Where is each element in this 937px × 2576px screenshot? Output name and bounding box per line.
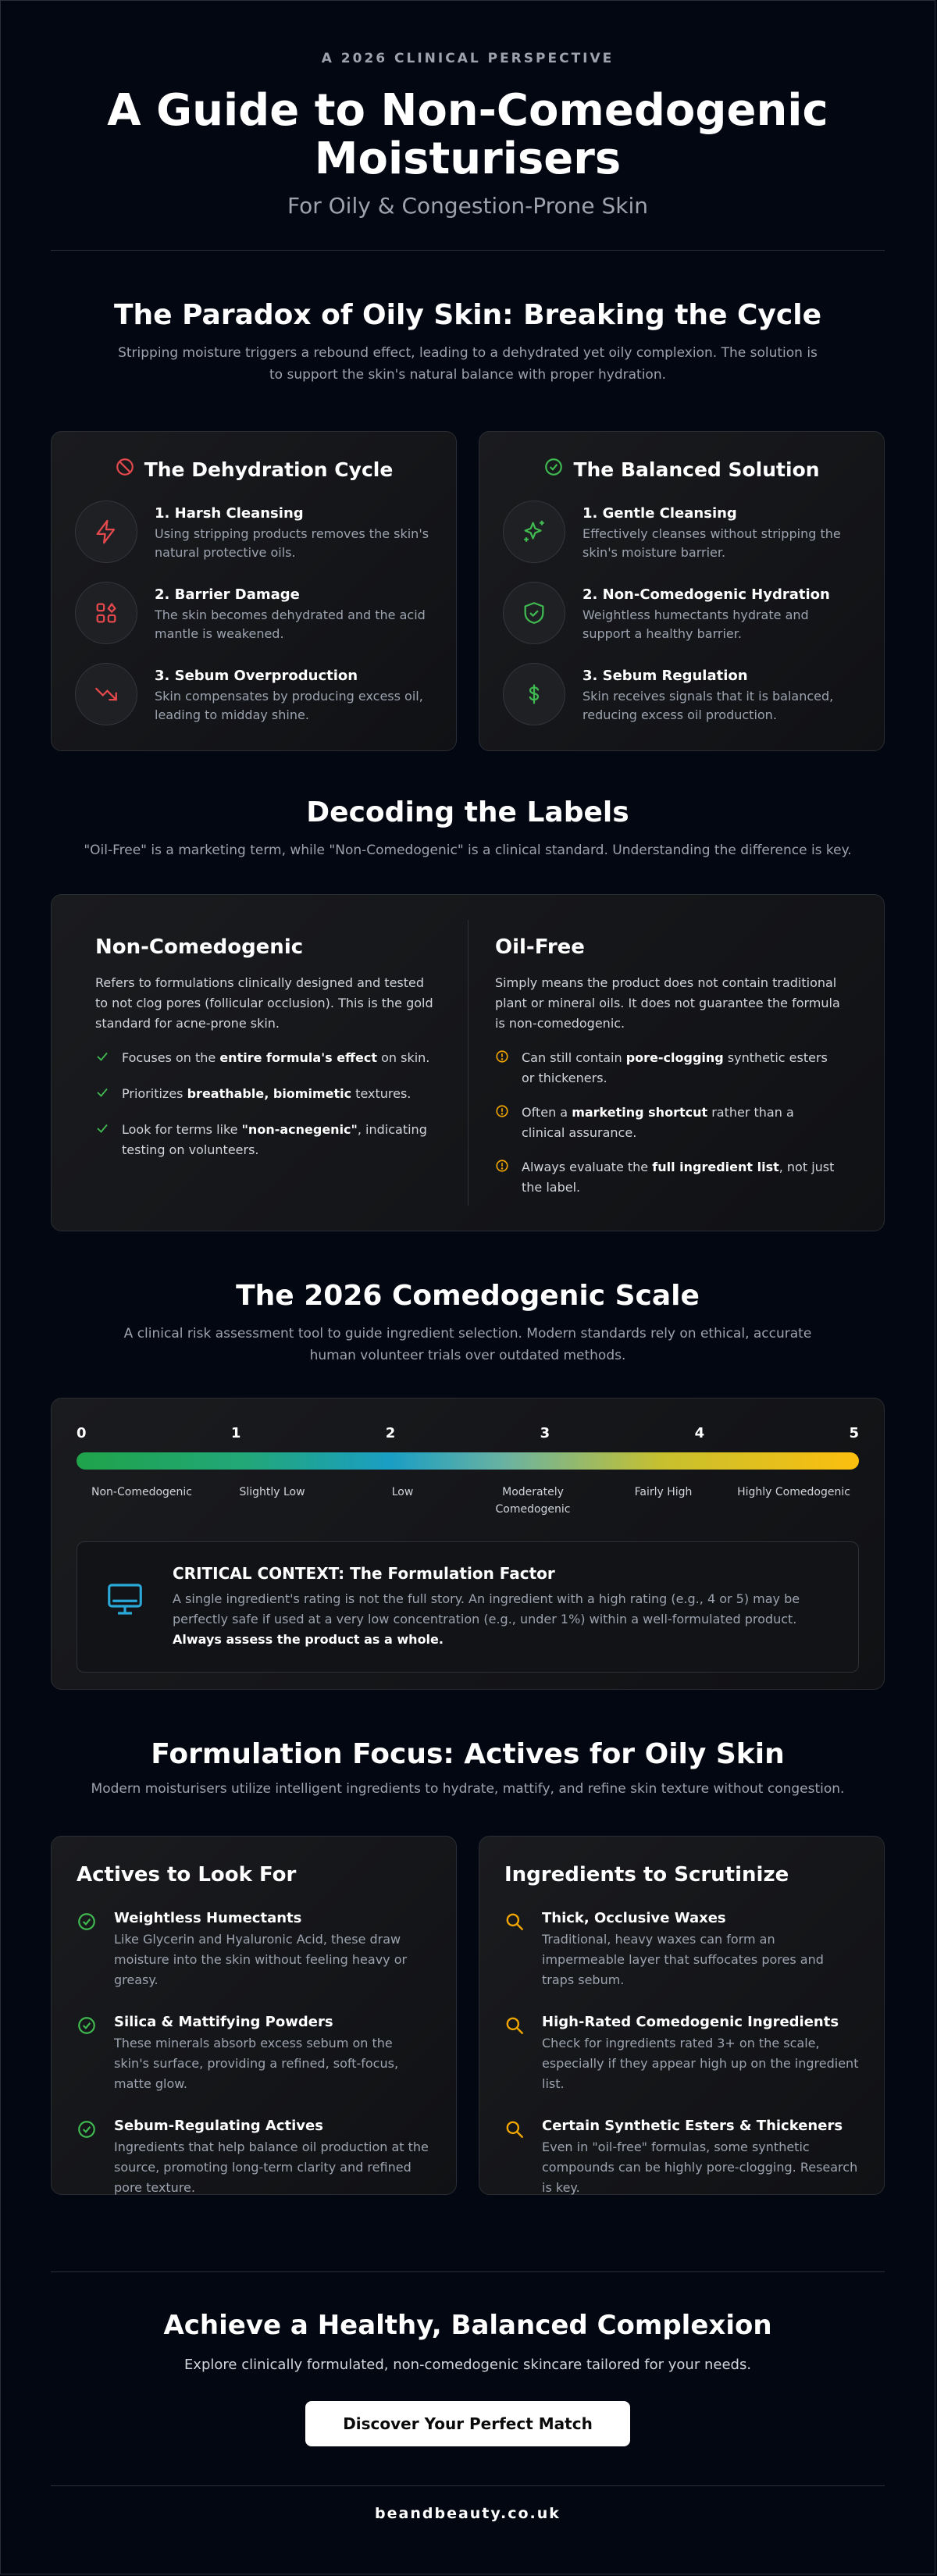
critical-context-text: A single ingredient's rating is not the full story. An ingredient with a high rating (e.g., 4 or 5) may be perfectly safe if used at a very low concentration (e.g., under 1%) within a well-formulated product. Always assess the product as a whole. bbox=[173, 1591, 800, 1647]
check-circle-icon bbox=[77, 1910, 98, 1990]
labels-title: Decoding the Labels bbox=[306, 796, 629, 828]
list-item: Look for terms like "non-acnegenic", indicating testing on volunteers. bbox=[95, 1120, 440, 1160]
oil-free-intro: Simply means the product does not contain traditional plant or mineral oils. It does not guarantee the formula is non-comedogenic. bbox=[495, 975, 840, 1031]
scrutinize-title: Ingredients to Scrutinize bbox=[504, 1863, 789, 1887]
non-comedogenic-title: Non-Comedogenic bbox=[95, 935, 304, 959]
non-comedogenic-intro: Refers to formulations clinically designed and tested to not clog pores (follicular occlusion). This is the gold standard for acne-prone skin. bbox=[95, 975, 433, 1031]
list-item: Silica & Mattifying Powders These minerals absorb excess sebum on the skin's surface, providing a refined, soft-focus, matte glow. bbox=[77, 2014, 431, 2094]
search-icon bbox=[504, 2014, 526, 2094]
divider bbox=[51, 2271, 885, 2272]
sparkles-icon bbox=[503, 501, 565, 563]
checkmark-icon bbox=[95, 1048, 111, 1070]
list-item: Often a marketing shortcut rather than a clinical assurance. bbox=[495, 1103, 840, 1143]
paradox-lede: Stripping moisture triggers a rebound effect, leading to a dehydrated yet oily complexion. The solution is to support the skin's natural balance with proper hydration. bbox=[118, 345, 818, 383]
step-title: 2. Barrier Damage bbox=[155, 586, 300, 603]
step-title: 3. Sebum Overproduction bbox=[155, 668, 358, 684]
dollar-icon bbox=[503, 663, 565, 725]
alert-circle-icon bbox=[495, 1103, 511, 1143]
look-for-title: Actives to Look For bbox=[77, 1863, 297, 1887]
step-title: 1. Harsh Cleansing bbox=[155, 505, 304, 522]
scale-number: 0 bbox=[77, 1425, 87, 1441]
dehydration-cycle-card bbox=[51, 431, 457, 751]
trend-down-icon bbox=[75, 663, 137, 725]
eyebrow: A 2026 CLINICAL PERSPECTIVE bbox=[321, 51, 615, 66]
scale-gradient-bar bbox=[77, 1452, 859, 1470]
cycle-step bbox=[75, 501, 433, 563]
scale-lede: A clinical risk assessment tool to guide ingredient selection. Modern standards rely on ethical, accurate human volunteer trials over outdated methods. bbox=[123, 1326, 812, 1363]
scale-label: Low bbox=[391, 1486, 414, 1498]
scale-section bbox=[51, 1280, 885, 1690]
balanced-solution-card bbox=[479, 431, 885, 751]
dehydration-cycle-heading bbox=[75, 457, 433, 482]
labels-lede: "Oil-Free" is a marketing term, while "Non-Comedogenic" is a clinical standard. Understanding the difference is key. bbox=[84, 843, 852, 858]
step-text: Skin compensates by producing excess oil, leading to midday shine. bbox=[155, 689, 423, 722]
solution-step bbox=[503, 582, 860, 644]
no-entry-icon bbox=[115, 457, 135, 482]
scale-number: 2 bbox=[385, 1425, 396, 1441]
list-item: Weightless Humectants Like Glycerin and Hyaluronic Acid, these draw moisture into the skin without feeling heavy or greasy. bbox=[77, 1910, 431, 1990]
checkmark-icon bbox=[95, 1084, 111, 1106]
step-text: Effectively cleanses without stripping the skin's moisture barrier. bbox=[583, 526, 841, 560]
divider bbox=[51, 250, 885, 251]
checkmark-icon bbox=[95, 1120, 111, 1160]
alert-circle-icon bbox=[495, 1157, 511, 1198]
actives-title: Formulation Focus: Actives for Oily Skin bbox=[151, 1738, 785, 1770]
scale-labels bbox=[77, 1484, 859, 1518]
scale-numbers bbox=[77, 1425, 859, 1441]
scale-label: Highly Comedogenic bbox=[737, 1486, 850, 1498]
critical-context-box bbox=[77, 1541, 859, 1673]
broken-blocks-icon bbox=[75, 582, 137, 644]
discover-match-button[interactable]: Discover Your Perfect Match bbox=[305, 2401, 630, 2446]
ingredients-scrutinize-card bbox=[479, 1836, 885, 2195]
paradox-section bbox=[51, 299, 885, 751]
scale-label: Slightly Low bbox=[239, 1486, 305, 1498]
check-circle-icon bbox=[77, 2014, 98, 2094]
cycle-step bbox=[75, 663, 433, 725]
list-item: Certain Synthetic Esters & Thickeners Even in "oil-free" formulas, some synthetic compounds can be highly pore-clogging. Research is key. bbox=[504, 2118, 859, 2198]
list-item: Can still contain pore-clogging synthetic esters or thickeners. bbox=[495, 1048, 840, 1088]
scale-card bbox=[51, 1398, 885, 1690]
cta-section bbox=[1, 2310, 935, 2446]
check-circle-icon bbox=[543, 457, 564, 482]
paradox-title: The Paradox of Oily Skin: Breaking the Cycle bbox=[113, 299, 821, 331]
non-comedogenic-column bbox=[95, 935, 440, 1190]
monitor-icon bbox=[104, 1564, 146, 1650]
scale-title: The 2026 Comedogenic Scale bbox=[236, 1280, 700, 1312]
cta-text: Explore clinically formulated, non-comedogenic skincare tailored for your needs. bbox=[183, 2357, 752, 2373]
scale-label: Moderately Comedogenic bbox=[495, 1486, 571, 1516]
cycle-step bbox=[75, 582, 433, 644]
cta-title: Achieve a Healthy, Balanced Complexion bbox=[163, 2310, 772, 2341]
search-icon bbox=[504, 1910, 526, 1990]
oil-free-title: Oil-Free bbox=[495, 935, 585, 959]
page-subtitle: For Oily & Congestion-Prone Skin bbox=[287, 193, 648, 219]
lightning-icon bbox=[75, 501, 137, 563]
step-text: Using stripping products removes the skin's natural protective oils. bbox=[155, 526, 429, 560]
actives-section bbox=[51, 1738, 885, 2195]
step-text: Weightless humectants hydrate and support a healthy barrier. bbox=[583, 607, 809, 641]
actives-look-for-card bbox=[51, 1836, 457, 2195]
list-item: Always evaluate the full ingredient list, not just the label. bbox=[495, 1157, 840, 1198]
check-circle-icon bbox=[77, 2118, 98, 2198]
step-text: The skin becomes dehydrated and the acid mantle is weakened. bbox=[155, 607, 426, 641]
site-domain: beandbeauty.co.uk bbox=[375, 2505, 561, 2522]
dehydration-cycle-title: The Dehydration Cycle bbox=[144, 458, 394, 481]
list-item: Sebum-Regulating Actives Ingredients that help balance oil production at the source, promoting long-term clarity and refined pore texture. bbox=[77, 2118, 431, 2198]
labels-section bbox=[51, 796, 885, 1231]
critical-context-title: CRITICAL CONTEXT: The Formulation Factor bbox=[173, 1564, 555, 1583]
scale-number: 1 bbox=[230, 1425, 241, 1441]
oil-free-column bbox=[495, 935, 840, 1195]
balanced-solution-title: The Balanced Solution bbox=[573, 458, 820, 481]
step-title: 2. Non-Comedogenic Hydration bbox=[583, 586, 830, 603]
scale-number: 3 bbox=[540, 1425, 550, 1441]
list-item: High-Rated Comedogenic Ingredients Check for ingredients rated 3+ on the scale, especially if they appear high up on the ingredient list. bbox=[504, 2014, 859, 2094]
scale-label: Fairly High bbox=[634, 1486, 693, 1498]
scale-number: 5 bbox=[849, 1425, 859, 1441]
balanced-solution-heading bbox=[503, 457, 860, 482]
solution-step bbox=[503, 663, 860, 725]
list-item: Prioritizes breathable, biomimetic textures. bbox=[95, 1084, 440, 1106]
list-item: Focuses on the entire formula's effect on skin. bbox=[95, 1048, 440, 1070]
scale-number: 4 bbox=[694, 1425, 705, 1441]
step-title: 1. Gentle Cleansing bbox=[583, 505, 737, 522]
actives-lede: Modern moisturisers utilize intelligent ingredients to hydrate, mattify, and refine skin texture without congestion. bbox=[91, 1781, 845, 1797]
divider bbox=[51, 2485, 885, 2486]
step-title: 3. Sebum Regulation bbox=[583, 668, 748, 684]
shield-check-icon bbox=[503, 582, 565, 644]
solution-step bbox=[503, 501, 860, 563]
page-title: A Guide to Non-Comedogenic Moisturisers bbox=[107, 85, 828, 184]
labels-card bbox=[51, 894, 885, 1231]
step-text: Skin receives signals that it is balanced, reducing excess oil production. bbox=[583, 689, 834, 722]
alert-circle-icon bbox=[495, 1048, 511, 1088]
search-icon bbox=[504, 2118, 526, 2198]
scale-label: Non-Comedogenic bbox=[91, 1486, 192, 1498]
list-item: Thick, Occlusive Waxes Traditional, heavy waxes can form an impermeable layer that suffocates pores and traps sebum. bbox=[504, 1910, 859, 1990]
